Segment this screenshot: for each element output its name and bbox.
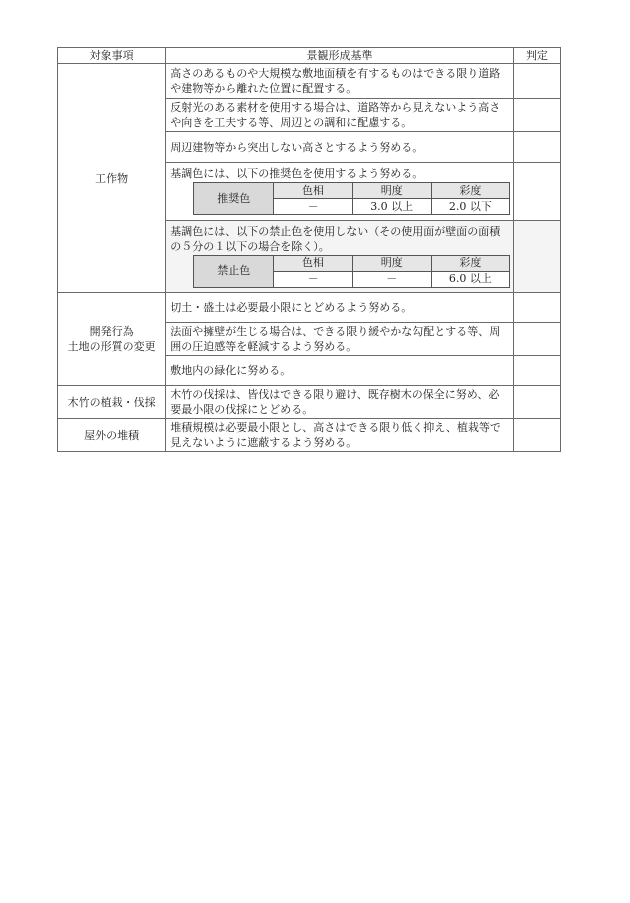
criteria-cell: [166, 163, 514, 221]
criteria-cell: 周辺建物等から突出しない高さとするよう努める。: [166, 132, 514, 163]
category-cell: 屋外の堆積: [58, 419, 166, 452]
value-header: 明度: [352, 183, 431, 199]
criteria-cell: 法面や擁壁が生じる場合は、できる限り緩やかな勾配とする等、周囲の圧迫感等を軽減するよう努める。: [166, 323, 514, 356]
judgment-cell[interactable]: [513, 386, 560, 419]
table-row: [58, 64, 561, 99]
judgment-cell[interactable]: [513, 419, 560, 452]
hue-value: －: [274, 271, 353, 287]
criteria-cell: 木竹の伐採は、皆伐はできる限り避け、既存樹木の保全に努め、必要最小限の伐採にとどめる。: [166, 386, 514, 419]
chroma-header: 彩度: [431, 255, 510, 271]
criteria-cell: 敷地内の緑化に努める。: [166, 356, 514, 386]
criteria-cell: 反射光のある素材を使用する場合は、道路等から見えないよう高さや向きを工夫する等、周辺との調和に配慮する。: [166, 99, 514, 132]
judgment-cell[interactable]: [513, 64, 560, 99]
color-table-label: 禁止色: [194, 255, 274, 287]
judgment-cell[interactable]: [513, 99, 560, 132]
criteria-cell: 高さのあるものや大規模な敷地面積を有するものはできる限り道路や建物等から離れた位置に配置する。: [166, 64, 514, 99]
category-cell: 工作物: [58, 64, 166, 293]
judgment-cell[interactable]: [513, 293, 560, 323]
value-header: 明度: [352, 255, 431, 271]
hue-value: －: [274, 199, 353, 215]
judgment-cell[interactable]: [513, 323, 560, 356]
recommended-color-table: [193, 182, 510, 215]
category-line: 開発行為: [89, 325, 134, 338]
chroma-header: 彩度: [431, 183, 510, 199]
value-value: 3.0 以上: [352, 199, 431, 215]
criteria-cell: 堆積規模は必要最小限とし、高さはできる限り低く抑え、植栽等で見えないように遮蔽するよう努める。: [166, 419, 514, 452]
prohibited-color-table: [193, 255, 510, 288]
criteria-text: 基調色には、以下の推奨色を使用するよう努める。: [170, 167, 424, 180]
hue-header: 色相: [274, 255, 353, 271]
table-header-row: [58, 48, 561, 64]
chroma-value: 6.0 以上: [431, 271, 510, 287]
judgment-cell[interactable]: [513, 221, 560, 293]
table-row: [58, 419, 561, 452]
header-judgment: 判定: [513, 48, 560, 64]
table-row: [58, 386, 561, 419]
chroma-value: 2.0 以下: [431, 199, 510, 215]
header-criteria: 景観形成基準: [166, 48, 514, 64]
hue-header: 色相: [274, 183, 353, 199]
criteria-cell: 切土・盛土は必要最小限にとどめるよう努める。: [166, 293, 514, 323]
category-cell: 木竹の植栽・伐採: [58, 386, 166, 419]
color-table-label: 推奨色: [194, 183, 274, 215]
judgment-cell[interactable]: [513, 163, 560, 221]
criteria-text: 基調色には、以下の禁止色を使用しない（その使用面が壁面の面積の５分の１以下の場合を除く）。: [170, 224, 501, 253]
category-line: 土地の形質の変更: [67, 340, 156, 353]
category-cell: [58, 293, 166, 386]
judgment-cell[interactable]: [513, 356, 560, 386]
header-target: 対象事項: [58, 48, 166, 64]
value-value: －: [352, 271, 431, 287]
judgment-cell[interactable]: [513, 132, 560, 163]
table-row: [58, 293, 561, 323]
document-page: [57, 47, 561, 452]
landscape-criteria-table: [57, 47, 561, 452]
criteria-cell: [166, 221, 514, 293]
